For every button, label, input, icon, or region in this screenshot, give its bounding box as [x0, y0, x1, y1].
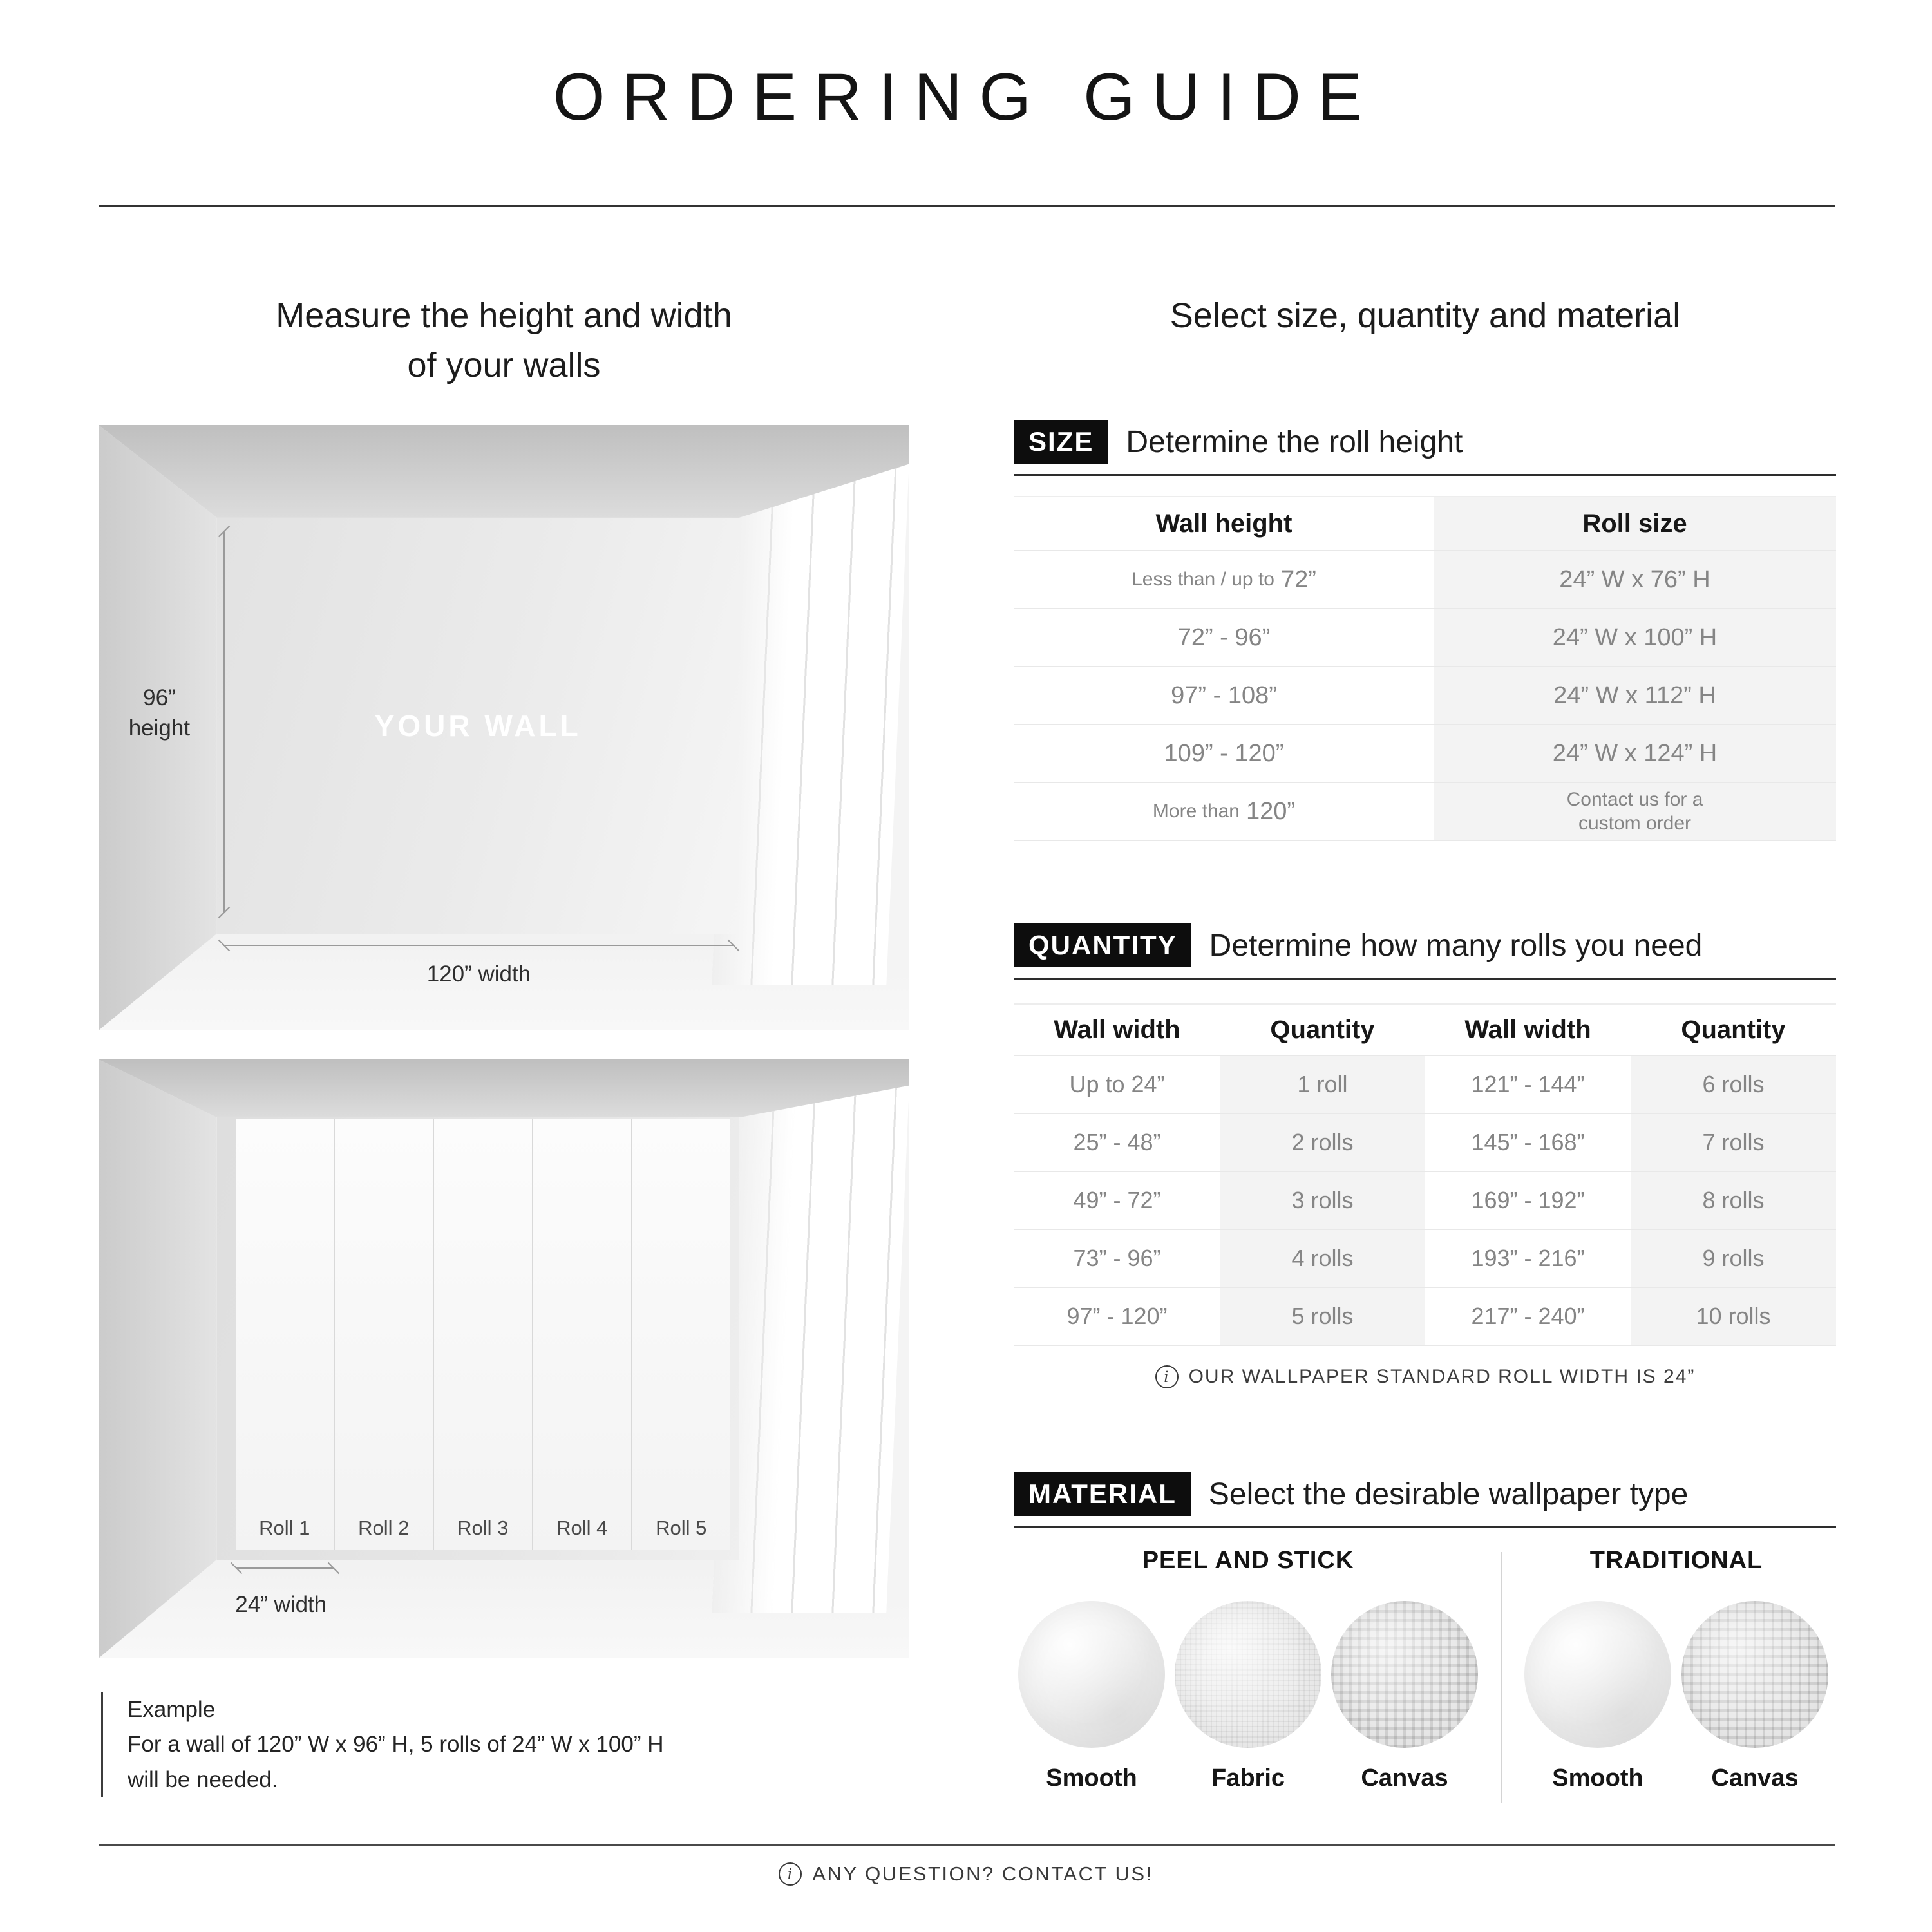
- roll-panel: Roll 2: [335, 1119, 434, 1550]
- roll-width-dimension-line: [236, 1567, 335, 1569]
- roll-width-label: 24” width: [235, 1591, 327, 1617]
- quantity-subtitle: Determine how many rolls you need: [1209, 928, 1703, 963]
- roll-width-note-text: OUR WALLPAPER STANDARD ROLL WIDTH IS 24”: [1188, 1366, 1696, 1387]
- room-illustration-measure: [99, 425, 909, 1030]
- roll-width-note: [1014, 1365, 1836, 1388]
- footer-note: [0, 1862, 1932, 1886]
- qty-cell: 8 rolls: [1631, 1172, 1836, 1230]
- qty-cell: 9 rolls: [1631, 1230, 1836, 1288]
- traditional-title: TRADITIONAL: [1589, 1547, 1763, 1574]
- info-icon: [779, 1862, 802, 1886]
- qty-cell: 169” - 192”: [1425, 1172, 1631, 1230]
- swatch-label: Fabric: [1211, 1765, 1285, 1792]
- measure-heading-line2: of your walls: [407, 345, 601, 384]
- example-title: Example: [128, 1697, 216, 1722]
- size-col-header: Wall height: [1014, 497, 1434, 551]
- qty-col-header: Wall width: [1014, 1005, 1220, 1056]
- example-note: [101, 1692, 663, 1797]
- material-group-divider: [1501, 1552, 1502, 1803]
- size-roll-cell: Contact us for a custom order: [1434, 783, 1836, 841]
- qty-cell: 1 roll: [1220, 1056, 1425, 1114]
- qty-cell: 5 rolls: [1220, 1288, 1425, 1346]
- size-wall-cell: 97” - 108”: [1014, 667, 1434, 725]
- qty-cell: 145” - 168”: [1425, 1114, 1631, 1172]
- canvas-swatch: [1331, 1601, 1478, 1748]
- qty-cell: 7 rolls: [1631, 1114, 1836, 1172]
- size-roll-cell: 24” W x 124” H: [1434, 725, 1836, 783]
- size-wall-cell: 72” - 96”: [1014, 609, 1434, 667]
- roll-panel: Roll 4: [533, 1119, 632, 1550]
- material-subtitle: Select the desirable wallpaper type: [1208, 1477, 1689, 1511]
- qty-cell: 4 rolls: [1220, 1230, 1425, 1288]
- height-label: [107, 683, 213, 744]
- page-title: ORDERING GUIDE: [553, 60, 1379, 135]
- width-dimension-line: [223, 945, 734, 946]
- quantity-section-header: [1014, 923, 1836, 980]
- roll-panel: Roll 1: [236, 1119, 335, 1550]
- qty-cell: 49” - 72”: [1014, 1172, 1220, 1230]
- qty-cell: Up to 24”: [1014, 1056, 1220, 1114]
- swatch-label: Smooth: [1552, 1765, 1643, 1792]
- quantity-badge: QUANTITY: [1014, 923, 1191, 967]
- title-divider: [99, 205, 1835, 207]
- qty-col-header: Quantity: [1220, 1005, 1425, 1056]
- smooth-swatch: [1524, 1601, 1671, 1748]
- size-table: [1014, 496, 1836, 841]
- swatch-label: Canvas: [1361, 1765, 1448, 1792]
- measure-heading: [99, 291, 909, 390]
- size-badge: SIZE: [1014, 420, 1108, 464]
- footer-note-text: ANY QUESTION? CONTACT US!: [812, 1862, 1153, 1885]
- room-left-wall: [99, 1059, 217, 1658]
- select-heading: Select size, quantity and material: [1170, 296, 1681, 335]
- size-col-header: Roll size: [1434, 497, 1836, 551]
- width-label: 120” width: [426, 961, 531, 987]
- peel-and-stick-title: PEEL AND STICK: [1142, 1547, 1354, 1574]
- size-subtitle: Determine the roll height: [1126, 424, 1463, 459]
- height-dimension-line: [223, 531, 225, 913]
- fabric-swatch: [1175, 1601, 1321, 1748]
- info-icon: [1155, 1365, 1179, 1388]
- footer-divider: [99, 1844, 1835, 1846]
- qty-col-header: Wall width: [1425, 1005, 1631, 1056]
- measure-heading-line1: Measure the height and width: [276, 296, 732, 335]
- room-main-wall: [217, 518, 739, 934]
- qty-cell: 10 rolls: [1631, 1288, 1836, 1346]
- height-value: 96”: [143, 685, 176, 710]
- qty-cell: 73” - 96”: [1014, 1230, 1220, 1288]
- room-illustration-rolls: [99, 1059, 909, 1658]
- material-badge: MATERIAL: [1014, 1472, 1191, 1516]
- size-section-header: [1014, 420, 1836, 476]
- swatch-label: Canvas: [1711, 1765, 1799, 1792]
- roll-panels: [236, 1119, 730, 1550]
- size-wall-cell: Less than / up to 72”: [1014, 551, 1434, 609]
- room-window: [712, 1086, 909, 1613]
- canvas-swatch: [1681, 1601, 1828, 1748]
- qty-cell: 121” - 144”: [1425, 1056, 1631, 1114]
- room-window: [712, 459, 909, 985]
- qty-cell: 217” - 240”: [1425, 1288, 1631, 1346]
- example-line2: will be needed.: [128, 1766, 278, 1792]
- size-roll-cell: 24” W x 112” H: [1434, 667, 1836, 725]
- qty-cell: 3 rolls: [1220, 1172, 1425, 1230]
- roll-panel: Roll 3: [434, 1119, 533, 1550]
- qty-cell: 97” - 120”: [1014, 1288, 1220, 1346]
- size-wall-cell: More than 120”: [1014, 783, 1434, 841]
- size-wall-cell: 109” - 120”: [1014, 725, 1434, 783]
- size-roll-cell: 24” W x 76” H: [1434, 551, 1836, 609]
- qty-cell: 6 rolls: [1631, 1056, 1836, 1114]
- quantity-table: [1014, 1003, 1836, 1346]
- qty-cell: 2 rolls: [1220, 1114, 1425, 1172]
- height-word: height: [128, 715, 191, 741]
- qty-col-header: Quantity: [1631, 1005, 1836, 1056]
- roll-panel: Roll 5: [632, 1119, 730, 1550]
- qty-cell: 193” - 216”: [1425, 1230, 1631, 1288]
- size-roll-cell: 24” W x 100” H: [1434, 609, 1836, 667]
- example-line1: For a wall of 120” W x 96” H, 5 rolls of 24” W x 100” H: [128, 1732, 664, 1757]
- qty-cell: 25” - 48”: [1014, 1114, 1220, 1172]
- material-section-header: [1014, 1472, 1836, 1528]
- smooth-swatch: [1018, 1601, 1165, 1748]
- your-wall-label: YOUR WALL: [374, 708, 582, 743]
- swatch-label: Smooth: [1046, 1765, 1137, 1792]
